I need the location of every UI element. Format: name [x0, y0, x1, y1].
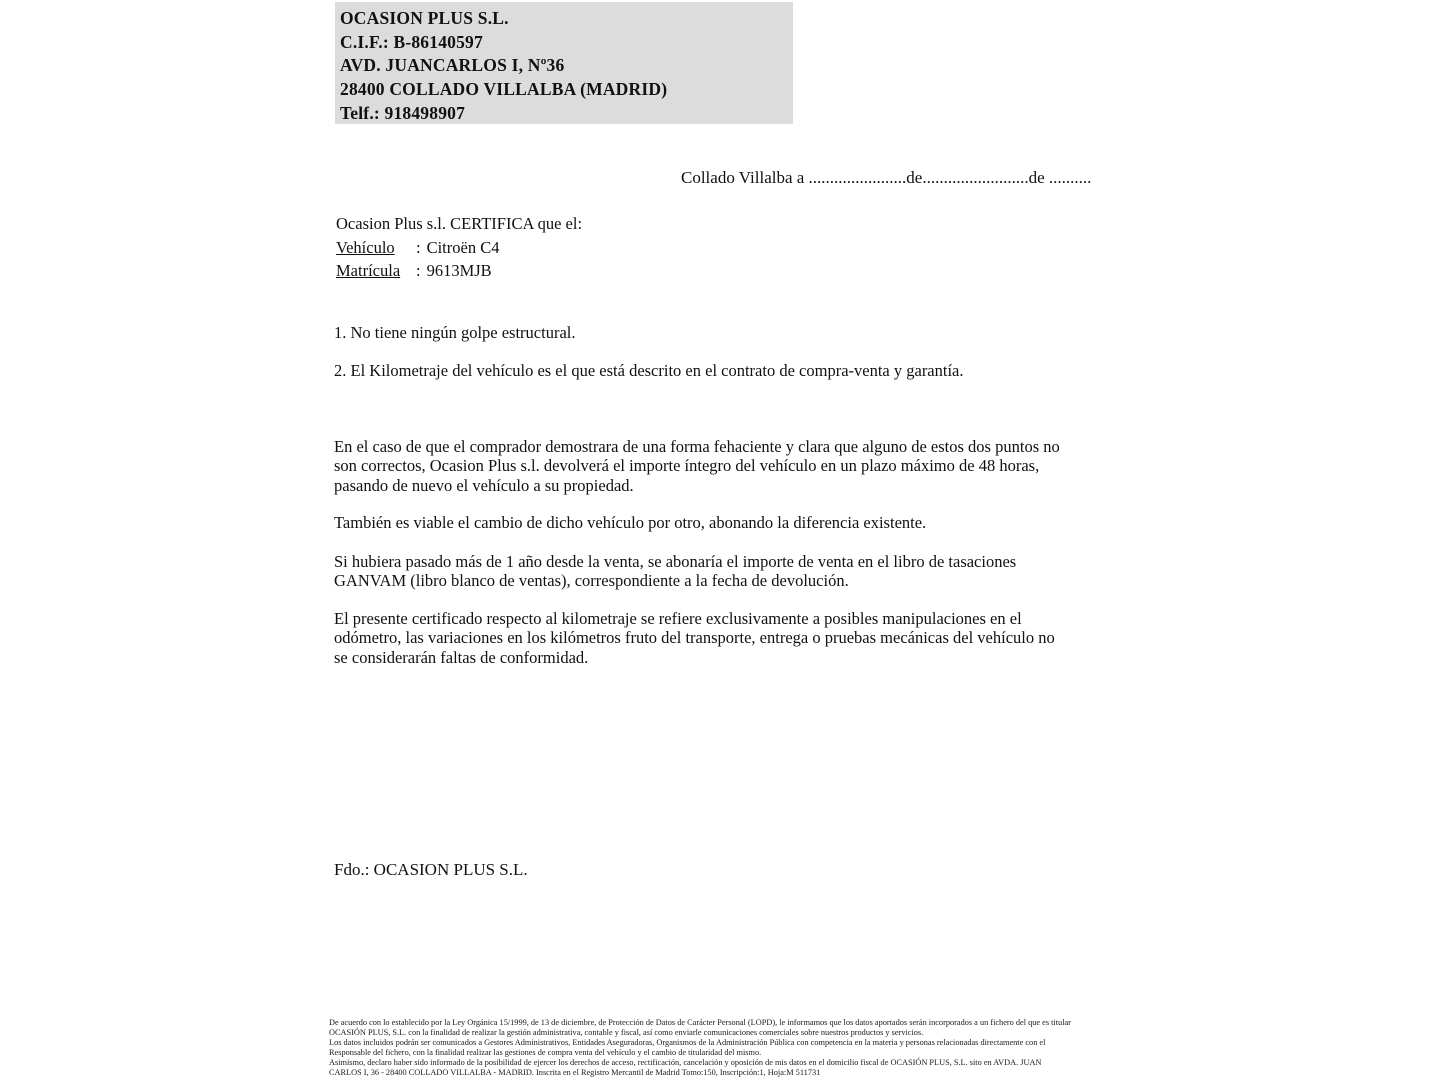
paragraph-line: El presente certificado respecto al kilometraje se refiere exclusivamente a posibles manipulaciones en el — [334, 609, 1022, 628]
paragraph-exchange-option — [334, 513, 926, 532]
paragraph-ganvam — [334, 552, 1016, 591]
vehicle-colon: : — [416, 237, 421, 257]
signature-line: Fdo.: OCASION PLUS S.L. — [334, 860, 528, 879]
legal-line: Los datos incluidos podrán ser comunicados a Gestores Administrativos, Entidades Aseguradoras, Organismos de la Administración Pública con competencia en la materia y personas relacionadas directamente con el — [329, 1037, 1046, 1047]
certification-block — [336, 212, 582, 283]
company-city: 28400 COLLADO VILLALBA (MADRID) — [340, 79, 668, 100]
date-line: Collado Villalba a .......................de.........................de .......... — [681, 168, 1092, 187]
vehicle-value: Citroën C4 — [426, 237, 500, 257]
plate-colon: : — [416, 261, 421, 280]
company-phone: Telf.: 918498907 — [340, 102, 466, 123]
paragraph-odometer-disclaimer — [334, 609, 1055, 667]
company-address: AVD. JUANCARLOS I, Nº36 — [340, 55, 565, 76]
legal-line: OCASIÓN PLUS, S.L. con la finalidad de realizar la gestión administrativa, contable y fiscal, así como enviarle comunicaciones comerciales sobre nuestros productos y servicios. — [329, 1027, 924, 1037]
company-header-block — [335, 2, 793, 124]
paragraph-line: También es viable el cambio de dicho vehículo por otro, abonando la diferencia existente. — [334, 513, 927, 532]
legal-line: Asimismo, declaro haber sido informado de la posibilidad de ejercer los derechos de acceso, rectificación, cancelación y oposición de mis datos en el domicilio fiscal de OCASIÓN PLUS, S.L. sito en AVDA. JUAN — [329, 1057, 1042, 1067]
company-name: OCASION PLUS S.L. — [340, 8, 509, 28]
paragraph-line: son correctos, Ocasion Plus s.l. devolverá el importe íntegro del vehículo en un plazo máximo de 48 horas, — [334, 456, 1040, 476]
vehicle-label: Vehículo — [336, 237, 395, 257]
legal-line: CARLOS I, 36 - 28400 COLLADO VILLALBA - MADRID. Inscrita en el Registro Mercantil de Madrid Tomo:150, Inscripción:1, Hoja:M 511731 — [329, 1067, 821, 1077]
paragraph-line: odómetro, las variaciones en los kilómetros fruto del transporte, entrega o pruebas mecánicas del vehículo no — [334, 628, 1055, 648]
paragraph-line: En el caso de que el comprador demostrara de una forma fehaciente y clara que alguno de estos dos puntos no — [334, 437, 1060, 456]
company-cif: C.I.F.: B-86140597 — [340, 31, 483, 52]
vehicle-field — [336, 236, 582, 260]
paragraph-line: se considerarán faltas de conformidad. — [334, 647, 589, 667]
legal-line: Responsable del fichero, con la finalidad realizar las gestiones de compra venta del vehículo y el cambio de titularidad del mismo. — [329, 1047, 762, 1057]
paragraph-refund-terms — [334, 437, 1060, 495]
paragraph-line: pasando de nuevo el vehículo a su propiedad. — [334, 475, 634, 495]
plate-label: Matrícula — [336, 261, 401, 280]
legal-line: De acuerdo con lo establecido por la Ley Orgánica 15/1999, de 13 de diciembre, de Protección de Datos de Carácter Personal (LOPD), le informamos que los datos aportados serán incorporados a un fichero del que es titular — [329, 1018, 1071, 1027]
paragraph-line: Si hubiera pasado más de 1 año desde la venta, se abonaría el importe de venta en el libro de tasaciones — [334, 552, 1017, 571]
legal-fine-print — [329, 1018, 1119, 1077]
plate-value: 9613MJB — [426, 261, 492, 280]
paragraph-line: GANVAM (libro blanco de ventas), correspondiente a la fecha de devolución. — [334, 571, 849, 591]
certification-intro: Ocasion Plus s.l. CERTIFICA que el: — [336, 214, 583, 233]
plate-field — [336, 259, 582, 283]
certified-point-2: 2. El Kilometraje del vehículo es el que está descrito en el contrato de compra-venta y garantía. — [334, 361, 964, 380]
certified-point-1: 1. No tiene ningún golpe estructural. — [334, 323, 576, 342]
